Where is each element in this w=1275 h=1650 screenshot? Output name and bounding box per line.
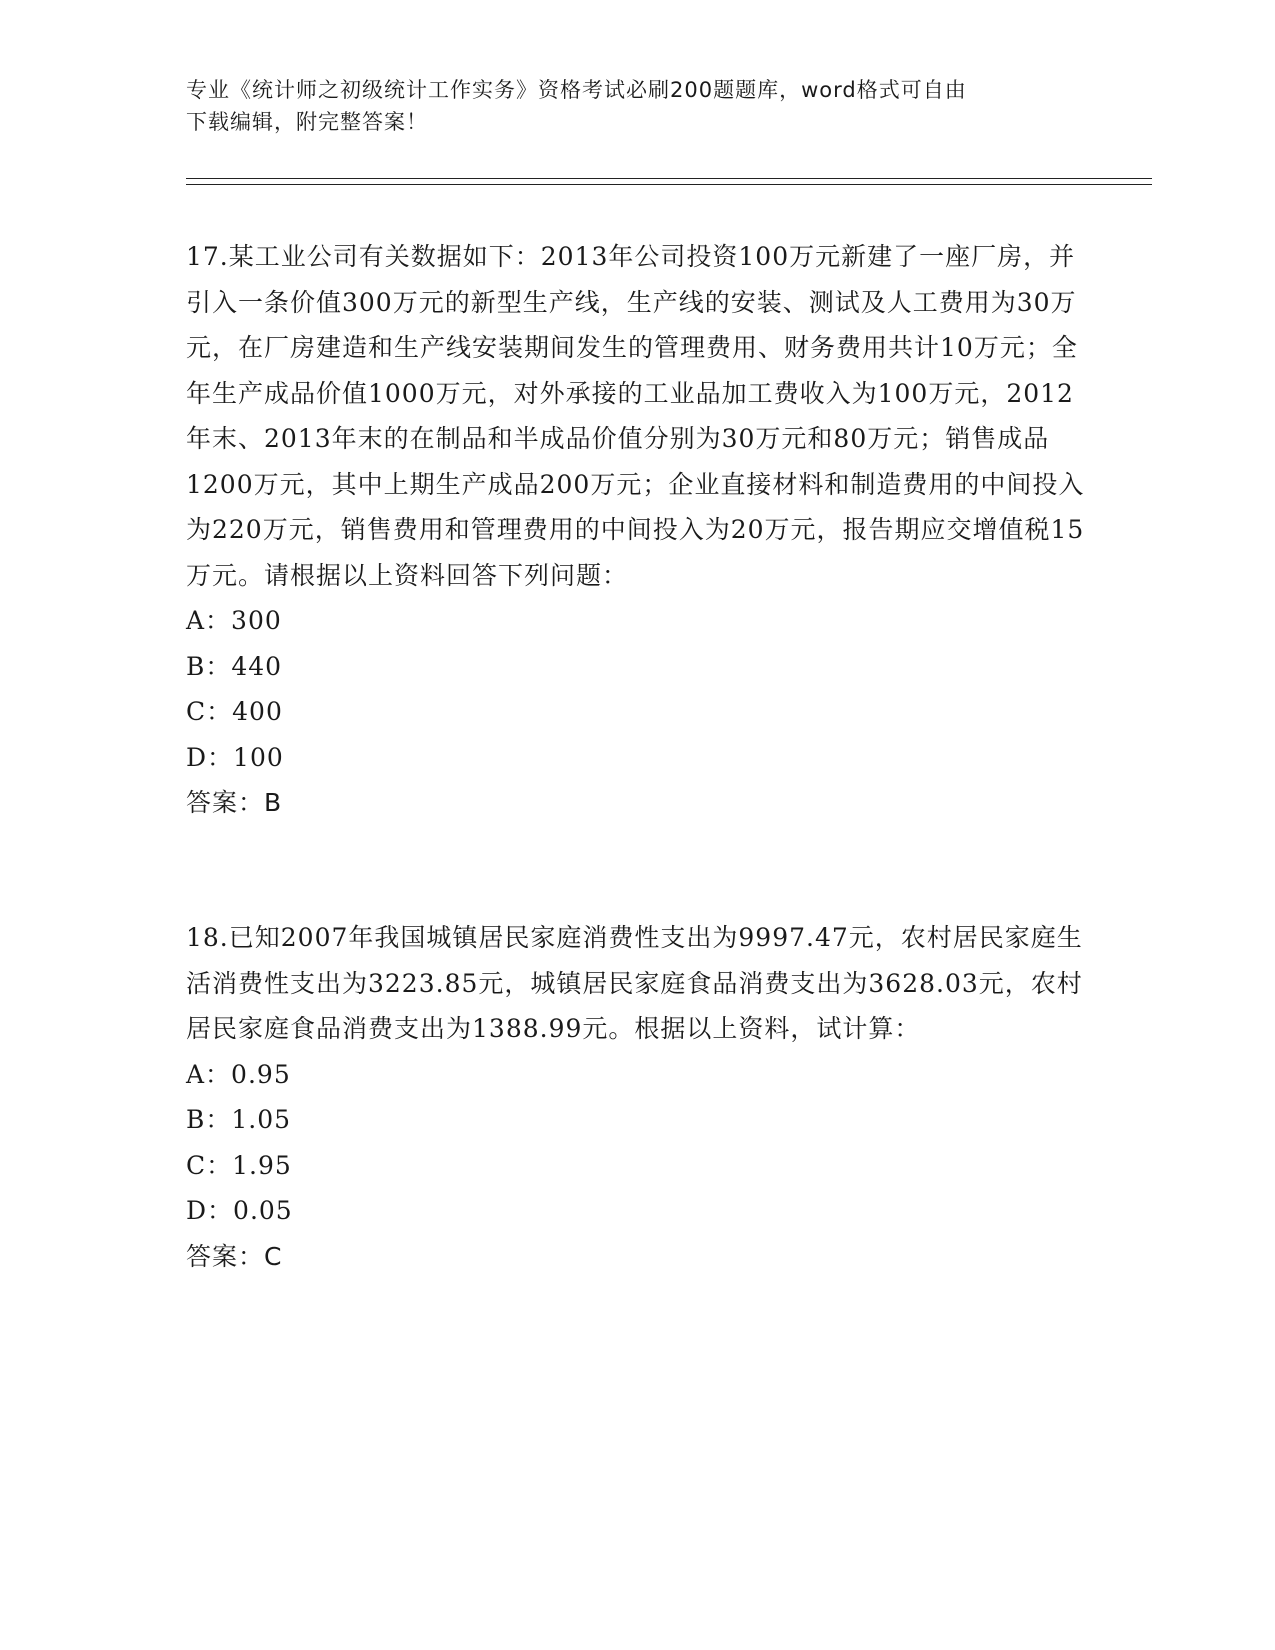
option-c: C：400 — [186, 697, 283, 726]
option-d: D：0.05 — [186, 1196, 293, 1225]
option-a: A：300 — [186, 606, 282, 635]
answer: 答案：C — [186, 1241, 283, 1271]
option-a: A：0.95 — [186, 1059, 291, 1089]
document-header — [186, 74, 1066, 138]
header-divider-bottom — [186, 184, 1152, 185]
question-stem: 18.已知2007年我国城镇居民家庭消费性支出为9997.47元，农村居民家庭生活消费性支出为3223.85元，城镇居民家庭食品消费支出为3628.03元，农村居民家庭食品消费支出为1388.99元。根据以上资料，试计算： — [186, 923, 1083, 1043]
option-b: B：440 — [186, 651, 283, 681]
option-d: D：100 — [186, 742, 284, 772]
header-divider-top — [186, 178, 1152, 179]
question-18 — [186, 915, 1086, 1279]
option-c: C：1.95 — [186, 1150, 292, 1180]
option-b: B：1.05 — [186, 1105, 292, 1134]
question-17 — [186, 234, 1086, 826]
question-stem: 17.某工业公司有关数据如下：2013年公司投资100万元新建了一座厂房，并引入一条价值300万元的新型生产线，生产线的安装、测试及人工费用为30万元，在厂房建造和生产线安装期间发生的管理费用、财务费用共计10万元；全年生产成品价值1000万元，对外承接的工业品加工费收入为100万元，2012年末、2013年末的在制品和半成品价值分别为30万元和80万元；销售成品1200万元，其中上期生产成品200万元；企业直接材料和制造费用的中间投入为220万元，销售费用和管理费用的中间投入为20万元，报告期应交增值税15万元。请根据以上资料回答下列问题： — [186, 242, 1085, 590]
header-line-1: 专业《统计师之初级统计工作实务》资格考试必刷200题题库，word格式可自由 — [186, 78, 967, 102]
answer: 答案：B — [186, 788, 283, 817]
header-line-2: 下载编辑，附完整答案！ — [186, 110, 428, 134]
